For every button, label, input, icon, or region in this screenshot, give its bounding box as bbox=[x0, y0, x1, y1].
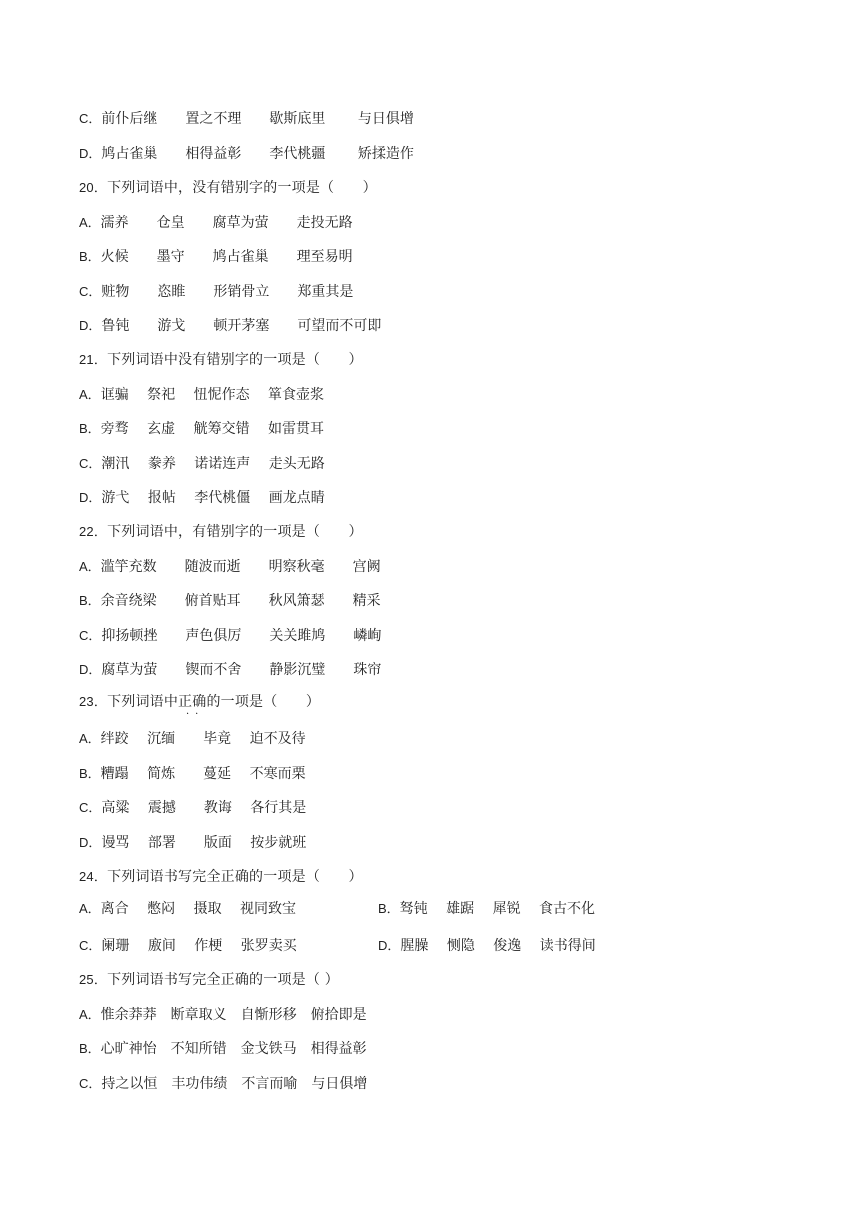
question-23: 23．下列词语中正确的一项是（ ） bbox=[79, 694, 321, 710]
q19-option-d: D．鸠占雀巢 相得益彰 李代桃疆 矫揉造作 bbox=[79, 146, 414, 162]
q22-option-b: B．余音绕梁 俯首贴耳 秋风箫瑟 精采 bbox=[79, 593, 381, 609]
q24-option-b: B．驽钝 雄踞 犀锐 食古不化 bbox=[378, 901, 596, 917]
q23-option-b: B．糟蹋 简炼 蔓延 不寒而栗 bbox=[79, 766, 306, 782]
q25-option-b: B．心旷神怡 不知所错 金戈铁马 相得益彰 bbox=[79, 1041, 367, 1057]
q20-option-b: B．火候 墨守 鸠占雀巢 理至易明 bbox=[79, 249, 353, 265]
q23-option-c: C．高粱 震撼 教诲 各行其是 bbox=[79, 800, 307, 816]
question-25: 25．下列词语书写完全正确的一项是（ ） bbox=[79, 972, 339, 988]
q22-option-d: D．腐草为萤 锲而不舍 静影沉璧 珠帘 bbox=[79, 662, 382, 678]
q24-option-c: C．阑珊 廒间 作梗 张罗卖买 bbox=[79, 938, 297, 954]
question-24: 24．下列词语书写完全正确的一项是（ ） bbox=[79, 869, 363, 885]
question-20: 20．下列词语中，没有错别字的一项是（ ） bbox=[79, 180, 377, 196]
q25-option-c: C．持之以恒 丰功伟绩 不言而喻 与日俱增 bbox=[79, 1076, 368, 1092]
question-22: 22．下列词语中，有错别字的一项是（ ） bbox=[79, 524, 363, 540]
q20-option-c: C．赃物 恣睢 形销骨立 郑重其是 bbox=[79, 284, 354, 300]
q24-option-d: D．腥臊 恻隐 俊逸 读书得间 bbox=[378, 938, 596, 954]
q23-option-a: A．绊跤 沉缅 毕竟 迫不及待 bbox=[79, 731, 306, 747]
q19-option-c: C．前仆后继 置之不理 歇斯底里 与日俱增 bbox=[79, 111, 414, 127]
q20-option-a: A．濡养 仓皇 腐草为萤 走投无路 bbox=[79, 215, 353, 231]
q22-option-c: C．抑扬顿挫 声色俱厉 关关雎鸠 嶙峋 bbox=[79, 628, 382, 644]
q23-option-d: D．谩骂 部署 版面 按步就班 bbox=[79, 835, 307, 851]
q20-option-d: D．鲁钝 游戈 顿开茅塞 可望而不可即 bbox=[79, 318, 382, 334]
q22-option-a: A．滥竽充数 随波而逝 明察秋毫 宫阙 bbox=[79, 559, 381, 575]
q24-option-a: A．离合 憋闷 摄取 视同致宝 bbox=[79, 901, 297, 917]
emphasis-dots: ·· bbox=[186, 709, 205, 720]
q21-option-a: A．诓骗 祭祀 忸怩作态 箪食壶浆 bbox=[79, 387, 325, 403]
question-21: 21．下列词语中没有错别字的一项是（ ） bbox=[79, 352, 363, 368]
q21-option-d: D．游弋 报帖 李代桃僵 画龙点睛 bbox=[79, 490, 325, 506]
q21-option-c: C．潮汛 豢养 诺诺连声 走头无路 bbox=[79, 456, 325, 472]
q25-option-a: A．惟余莽莽 断章取义 自惭形移 俯拾即是 bbox=[79, 1007, 367, 1023]
q21-option-b: B．旁骛 玄虚 觥筹交错 如雷贯耳 bbox=[79, 421, 325, 437]
